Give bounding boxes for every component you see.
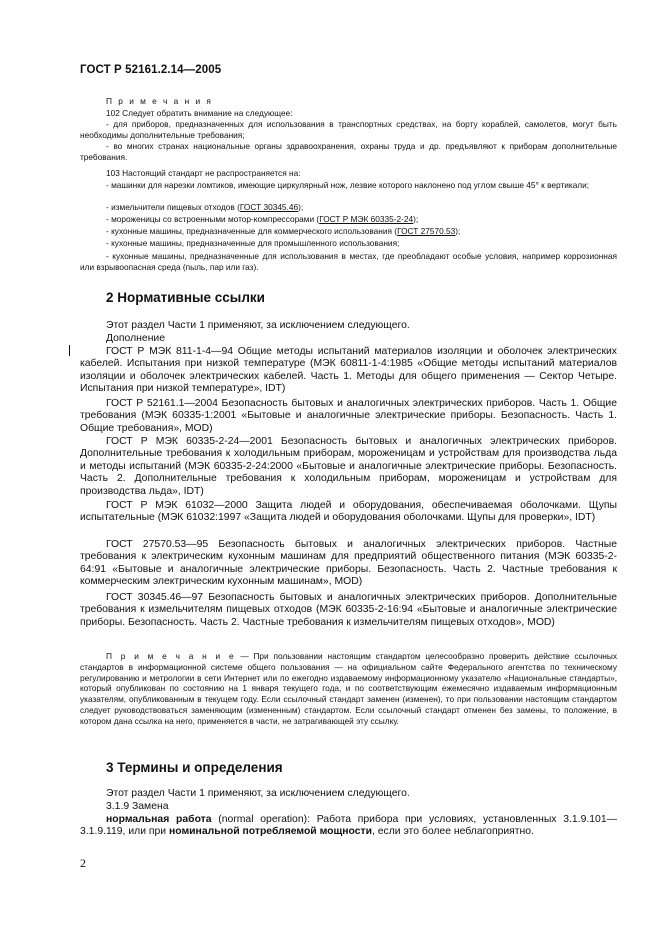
- note-bullet: - для приборов, предназначенных для использования в транспортных средствах, на борту кораблей, самолетов, могут быть необходимы дополнительные требования;: [80, 119, 617, 140]
- note-bullet: - измельчители пищевых отходов (ГОСТ 30345.46);: [106, 202, 304, 212]
- standard-link[interactable]: ГОСТ Р МЭК 60335-2-24: [319, 214, 414, 224]
- term-definition: нормальная работа (normal operation): Работа прибора при условиях, установленных 3.1.9.101—3.1.9.119, или при номинальной потребляемой мощности, если это более неблагоприятно.: [80, 814, 617, 838]
- standard-link[interactable]: ГОСТ 27570.53: [397, 226, 456, 236]
- term: нормальная работа: [106, 814, 212, 825]
- change-bar: [69, 345, 70, 356]
- standard-link[interactable]: ГОСТ 30345.46: [239, 202, 299, 212]
- section-2-note: П р и м е ч а н и е — При пользовании настоящим стандартом целесообразно проверить действие ссылочных стандартов в информационной системе общего пользования — на официальном сайте Федерального агентства по техническому регулированию и метрологии в сети Интернет или по ежегодно издаваемому информационному указателю «Национальные стандарты», который опубликован по состоянию на 1 января текущего года, и по соответствующим ежемесячно издаваемым информационным указателям, опубликованным в текущем году. Если ссылочный стандарт заменен (изменен), то при пользовании настоящим стандартом следует руководствоваться заменяющим (измененным) стандартом. Если ссылочный стандарт отменен без замены, то положение, в котором дана ссылка на него, применяется в части, не затрагивающей эту ссылку.: [80, 651, 617, 726]
- notes-title: П р и м е ч а н и я: [106, 96, 213, 106]
- note-item-103: 103 Настоящий стандарт не распространяется на:: [106, 168, 301, 178]
- note-label: П р и м е ч а н и е: [106, 651, 236, 661]
- note-bullet: - кухонные машины, предназначенные для промышленного использования;: [106, 238, 400, 248]
- note-bullet: - мороженицы со встроенными мотор-компрессорами (ГОСТ Р МЭК 60335-2-24);: [106, 214, 419, 224]
- reference-entry: ГОСТ Р МЭК 61032—2000 Защита людей и оборудования, обеспечиваемая оболочками. Щупы испытательные (МЭК 61032:1997 «Защита людей и оборудования оболочками. Щупы для проверки», IDT): [80, 500, 617, 524]
- reference-entry: ГОСТ 27570.53—95 Безопасность бытовых и аналогичных электрических приборов. Частные требования к электрическим кухонным машинам для предприятий общественного питания (МЭК 60335-2-64:91 «Бытовые и аналогичные электрические приборы. Безопасность. Часть 2. Частные требования к коммерческим электрическим кухонным машинам», MOD): [80, 539, 617, 588]
- term-ref: номинальной потребляемой мощности: [169, 826, 372, 838]
- reference-entry: ГОСТ Р МЭК 60335-2-24—2001 Безопасность бытовых и аналогичных электрических приборов. Дополнительные требования к холодильным приборам, мороженицам и устройствам для производства льда и методы испытаний (МЭК 60335-2-24:2000 «Бытовые и аналогичные электрические приборы. Безопасность. Часть 2. Дополнительные требования к холодильным приборам, мороженицам и устройствам для производства льда», IDT): [80, 436, 617, 497]
- addition-label: Дополнение: [106, 333, 166, 344]
- reference-entry: ГОСТ Р 52161.1—2004 Безопасность бытовых и аналогичных электрических приборов. Часть 1. Общие требования (МЭК 60335-1:2001 «Бытовые и аналогичные электрические приборы. Безопасность. Часть 1. Общие требования», MOD): [80, 398, 617, 434]
- reference-entry: ГОСТ Р МЭК 811-1-4—94 Общие методы испытаний материалов изоляции и оболочек электрических кабелей. Испытания при низкой температуре (МЭК 60811-1-4:1985 «Общие методы испытаний материалов изоляции и оболочек электрических кабелей. Часть 1. Методы для общего применения — Сектор Четыре. Испытания при низкой температуре», IDT): [80, 346, 617, 395]
- note-bullet: - машинки для нарезки ломтиков, имеющие циркулярный нож, лезвие которого наклонено под углом свыше 45° к вертикали;: [106, 180, 590, 190]
- clause-3-1-9: 3.1.9 Замена: [106, 801, 169, 812]
- section-3-heading: 3 Термины и определения: [106, 760, 283, 775]
- note-bullet: - кухонные машины, предназначенные для коммерческого использования (ГОСТ 27570.53);: [106, 226, 461, 236]
- reference-entry: ГОСТ 30345.46—97 Безопасность бытовых и аналогичных электрических приборов. Дополнительные требования к измельчителям пищевых отходов (МЭК 60335-2-16:94 «Бытовые и аналогичные электрические приборы. Безопасность. Часть 2. Частные требования к измельчителям пищевых отходов», MOD): [80, 592, 617, 628]
- note-bullet: - кухонные машины, предназначенные для использования в местах, где преобладают особые условия, например коррозионная или взрывоопасная среда (пыль, пар или газ).: [80, 251, 617, 272]
- note-item-102: 102 Следует обратить внимание на следующее:: [106, 108, 293, 118]
- section-2-intro: Этот раздел Части 1 применяют, за исключением следующего.: [106, 320, 410, 331]
- document-header: ГОСТ Р 52161.2.14—2005: [80, 64, 222, 76]
- section-3-intro: Этот раздел Части 1 применяют, за исключением следующего.: [106, 788, 410, 799]
- note-bullet: - во многих странах национальные органы здравоохранения, охраны труда и др. предъявляют к приборам дополнительные требования.: [80, 141, 617, 162]
- section-2-heading: 2 Нормативные ссылки: [106, 290, 265, 305]
- page-number: 2: [80, 856, 86, 870]
